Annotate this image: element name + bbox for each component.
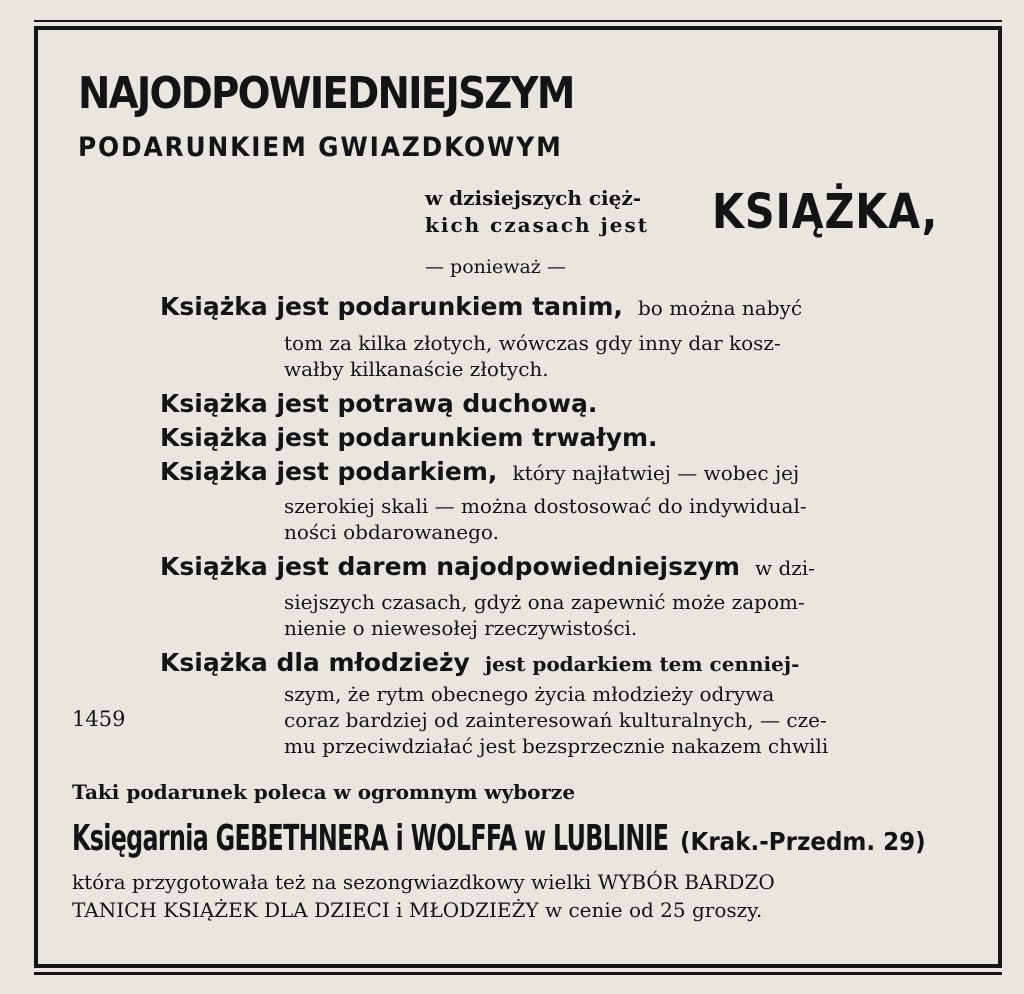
reason-5-heading <box>160 552 815 581</box>
reason-5-line-1: siejszych czasach, gdyż ona zapewnić może zapom- <box>284 590 805 614</box>
keyword-ksiazka: KSIĄŻKA, <box>712 184 939 240</box>
reason-4-line-2: ności obdarowanego. <box>284 520 499 544</box>
reason-1-line-1: tom za kilka złotych, wówczas gdy inny dar kosz- <box>284 331 781 355</box>
headline-line-1: NAJODPOWIEDNIEJSZYM <box>78 68 574 119</box>
closing-line-1: która przygotowała też na sezongwiazdkowy wielki WYBÓR BARDZO <box>72 870 775 894</box>
shop-address: (Krak.-Przedm. 29) <box>680 827 926 856</box>
intro-line-2: kich czasach jest <box>425 213 649 237</box>
reason-6-line-2: coraz bardziej od zainteresowań kulturalnych, — cze- <box>284 708 827 732</box>
shop-name: Księgarnia GEBETHNERA i WOLFFA w LUBLINIE <box>72 818 669 859</box>
headline-line-2: PODARUNKIEM GWIAZDKOWYM <box>78 132 563 163</box>
reason-6-line-1: szym, że rytm obecnego życia młodzieży odrywa <box>284 682 775 706</box>
reason-4-lead: Książka jest podarkiem, <box>160 457 498 486</box>
reason-2-lead: Książka jest potrawą duchową. <box>160 389 598 418</box>
reason-6-heading <box>160 648 799 677</box>
closing-line-2: TANICH KSIĄŻEK DLA DZIECI i MŁODZIEŻY w cenie od 25 groszy. <box>72 898 763 922</box>
reason-4-tail: który najłatwiej — wobec jej <box>512 461 800 485</box>
top-rule <box>34 20 1002 22</box>
reason-6-line-3: mu przeciwdziałać jest bezsprzecznie nakazem chwili <box>284 734 829 758</box>
reason-1-tail: bo można nabyć <box>638 296 803 320</box>
bottom-rule <box>34 972 1002 975</box>
reason-1-heading <box>160 292 802 321</box>
reason-4-heading <box>160 457 799 486</box>
reason-1-lead: Książka jest podarunkiem tanim, <box>160 292 623 321</box>
reason-5-lead: Książka jest darem najodpowiedniejszym <box>160 552 740 581</box>
ad-number: 1459 <box>72 707 126 731</box>
because-separator: — ponieważ — <box>425 256 566 278</box>
reason-6-lead: Książka dla młodzieży <box>160 648 470 677</box>
reason-1-line-2: wałby kilkanaście złotych. <box>284 357 549 381</box>
reason-3-lead: Książka jest podarunkiem trwałym. <box>160 423 658 452</box>
reason-5-tail: w dzi- <box>754 556 815 580</box>
promo-line: Taki podarunek poleca w ogromnym wyborze <box>72 780 576 804</box>
reason-5-line-2: nienie o niewesołej rzeczywistości. <box>284 616 638 640</box>
intro-line-1: w dzisiejszych cięż- <box>425 186 642 210</box>
reason-6-tail: jest podarkiem tem cenniej- <box>484 652 800 676</box>
reason-4-line-1: szerokiej skali — można dostosować do indywidual- <box>284 494 807 518</box>
